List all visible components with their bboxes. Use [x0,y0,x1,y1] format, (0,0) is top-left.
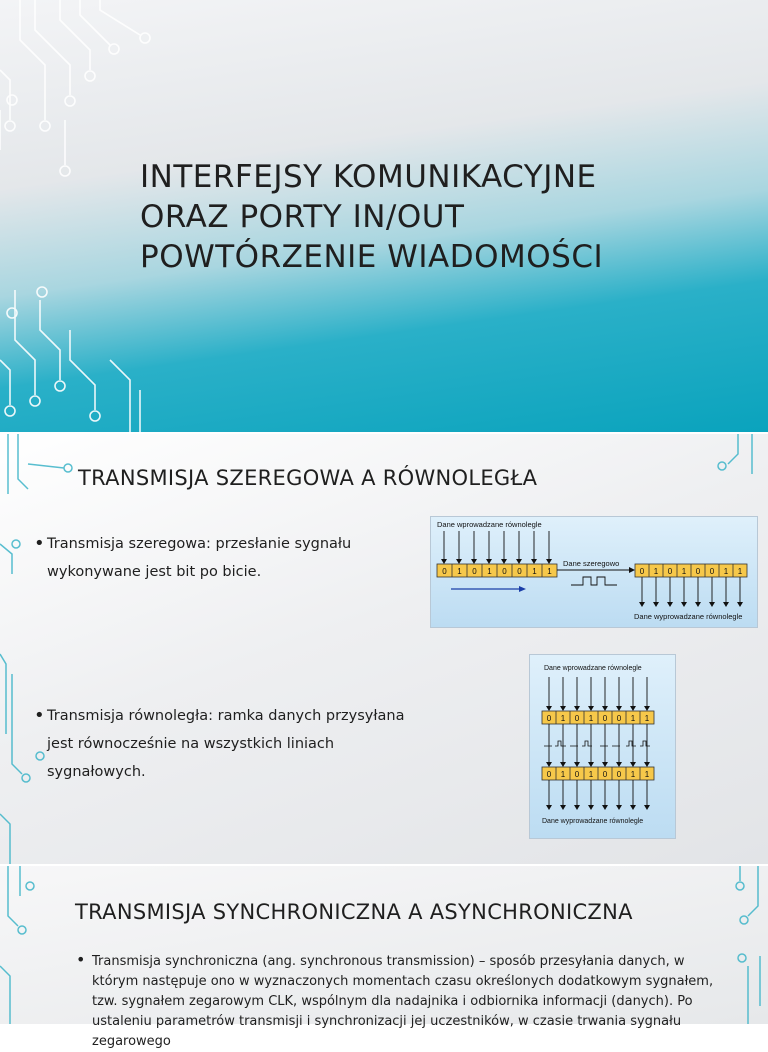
bit: 0 [546,714,552,723]
serial-vs-parallel-slide [0,434,768,864]
bit: 1 [547,567,552,576]
bit: 1 [588,770,594,779]
serial-bit-register-in [437,564,557,577]
parallel-label-out: Dane wyprowadzane równolegle [542,818,644,825]
bit: 1 [487,567,492,576]
parallel-bit-register-in [542,711,654,724]
bit: 0 [546,770,552,779]
bullet-dot: • [34,533,45,554]
bullet-parallel-text: Transmisja równoległa: ramka danych przysyłana jest równocześnie na wszystkich liniach sygnałowych. [47,708,405,780]
bit: 0 [574,714,580,723]
bit: 1 [532,567,537,576]
bit: 1 [630,770,636,779]
bit: 0 [616,770,622,779]
bullet-synchronous-text: Transmisja synchroniczna (ang. synchronous transmission) – sposób przesyłania danych, w którym następuje ono w wyznaczonych momentach czasu określonych dodatkowym sygnałem, tzw. sygnałem zegarowym CLK, wspólnym dla nadajnika i odbiornika informacji (danych). Po ustaleniu parametrów transmisji i synchronizacji jej uczestników, w czasie trwania sygnału zegarowego [92,954,714,1049]
bullet-serial-text: Transmisja szeregowa: przesłanie sygnału wykonywane jest bit po bicie. [47,536,352,580]
bit: 1 [723,567,729,576]
bit: 1 [560,770,566,779]
bit: 1 [681,567,687,576]
serial-transmission-diagram [430,516,758,628]
bit: 1 [737,567,743,576]
bullet-serial [34,530,377,586]
bit: 1 [588,714,594,723]
serial-label-out: Dane wyprowadzane równolegle [634,612,743,621]
title-line-3: POWTÓRZENIE WIADOMOŚCI [140,239,604,275]
bit: 0 [602,770,608,779]
bullet-dot: • [34,705,45,726]
bit: 0 [502,567,507,576]
bit: 1 [457,567,462,576]
title-slide [0,0,768,432]
parallel-transmission-diagram [529,654,676,839]
serial-label-in: Dane wprowadzane równolegle [437,520,542,529]
bit: 1 [644,714,650,723]
bit: 1 [630,714,636,723]
title-line-2: ORAZ PORTY IN/OUT [140,199,465,235]
bit: 0 [667,567,673,576]
bit: 0 [574,770,580,779]
bullet-synchronous [76,950,732,1052]
serial-bit-register-out [635,564,747,577]
bit: 1 [644,770,650,779]
serial-label-mid: Dane szeregowo [563,559,620,568]
bit: 0 [709,567,715,576]
bit: 1 [560,714,566,723]
bit: 0 [602,714,608,723]
bullet-parallel [34,702,427,786]
bit: 0 [639,567,645,576]
sync-vs-async-slide [0,866,768,1049]
bit: 0 [442,567,447,576]
bit: 1 [653,567,659,576]
bit: 0 [616,714,622,723]
bit: 0 [695,567,701,576]
parallel-label-in: Dane wprowadzane równolegle [544,665,642,672]
slide-title-sync-async: TRANSMISJA SYNCHRONICZNA A ASYNCHRONICZNA [75,900,633,924]
parallel-bit-register-out [542,767,654,780]
bit: 0 [517,567,522,576]
bullet-dot: • [76,950,86,969]
bit: 0 [472,567,477,576]
presentation-title [140,157,603,277]
title-line-1: INTERFEJSY KOMUNIKACYJNE [140,159,597,195]
slide-title-serial-parallel: TRANSMISJA SZEREGOWA A RÓWNOLEGŁA [78,466,538,490]
